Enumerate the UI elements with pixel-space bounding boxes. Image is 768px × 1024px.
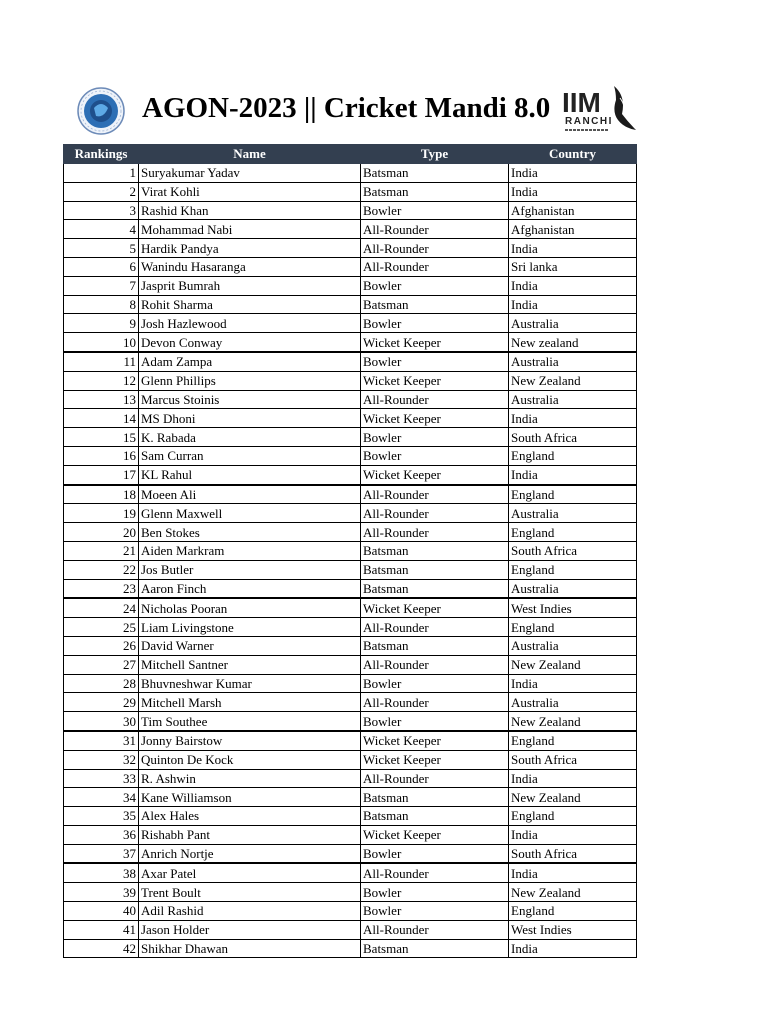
rank-cell: 4 [64, 220, 139, 239]
country-cell: England [509, 618, 637, 637]
country-cell: New Zealand [509, 371, 637, 390]
name-cell: Mitchell Marsh [139, 693, 361, 712]
type-cell: Batsman [361, 560, 509, 579]
country-cell: New Zealand [509, 788, 637, 807]
type-cell: Batsman [361, 579, 509, 598]
type-cell: Bowler [361, 352, 509, 371]
country-cell: South Africa [509, 428, 637, 447]
rank-cell: 17 [64, 465, 139, 484]
type-cell: Wicket Keeper [361, 371, 509, 390]
table-row [64, 618, 637, 637]
rank-cell: 32 [64, 750, 139, 769]
table-row [64, 636, 637, 655]
rank-cell: 22 [64, 560, 139, 579]
name-cell: Rishabh Pant [139, 825, 361, 844]
rank-cell: 24 [64, 598, 139, 617]
country-cell: West Indies [509, 920, 637, 939]
rank-cell: 15 [64, 428, 139, 447]
table-row [64, 939, 637, 958]
name-cell: Nicholas Pooran [139, 598, 361, 617]
rank-cell: 35 [64, 807, 139, 826]
country-cell: Australia [509, 636, 637, 655]
name-cell: Jos Butler [139, 560, 361, 579]
type-cell: Bowler [361, 314, 509, 333]
country-cell: India [509, 276, 637, 295]
table-row [64, 239, 637, 258]
type-cell: Wicket Keeper [361, 598, 509, 617]
table-row [64, 598, 637, 617]
table-row [64, 390, 637, 409]
name-cell: Glenn Phillips [139, 371, 361, 390]
name-cell: Quinton De Kock [139, 750, 361, 769]
name-cell: Josh Hazlewood [139, 314, 361, 333]
header-name: Name [139, 145, 361, 164]
country-cell: Australia [509, 579, 637, 598]
country-cell: Australia [509, 390, 637, 409]
rank-cell: 21 [64, 541, 139, 560]
rank-cell: 31 [64, 731, 139, 750]
rank-cell: 42 [64, 939, 139, 958]
type-cell: Bowler [361, 674, 509, 693]
type-cell: Bowler [361, 883, 509, 902]
table-row [64, 314, 637, 333]
name-cell: R. Ashwin [139, 769, 361, 788]
country-cell: New zealand [509, 333, 637, 352]
type-cell: All-Rounder [361, 618, 509, 637]
rank-cell: 33 [64, 769, 139, 788]
table-row [64, 220, 637, 239]
type-cell: All-Rounder [361, 504, 509, 523]
type-cell: Batsman [361, 807, 509, 826]
rank-cell: 37 [64, 844, 139, 863]
rank-cell: 27 [64, 655, 139, 674]
page-title: AGON-2023 || Cricket Mandi 8.0 [142, 92, 551, 124]
table-row [64, 693, 637, 712]
country-cell: India [509, 825, 637, 844]
header-type: Type [361, 145, 509, 164]
type-cell: Batsman [361, 939, 509, 958]
table-row [64, 750, 637, 769]
rank-cell: 40 [64, 902, 139, 921]
table-row [64, 579, 637, 598]
table-row [64, 504, 637, 523]
name-cell: Marcus Stoinis [139, 390, 361, 409]
name-cell: Kane Williamson [139, 788, 361, 807]
rank-cell: 7 [64, 276, 139, 295]
name-cell: Jasprit Bumrah [139, 276, 361, 295]
country-cell: Australia [509, 693, 637, 712]
type-cell: Batsman [361, 636, 509, 655]
type-cell: All-Rounder [361, 523, 509, 542]
rank-cell: 19 [64, 504, 139, 523]
name-cell: Suryakumar Yadav [139, 164, 361, 183]
type-cell: Wicket Keeper [361, 825, 509, 844]
rank-cell: 6 [64, 257, 139, 276]
table-row [64, 295, 637, 314]
country-cell: India [509, 182, 637, 201]
rank-cell: 10 [64, 333, 139, 352]
table-row [64, 257, 637, 276]
table-row [64, 788, 637, 807]
name-cell: Hardik Pandya [139, 239, 361, 258]
type-cell: Batsman [361, 541, 509, 560]
name-cell: Aiden Markram [139, 541, 361, 560]
type-cell: All-Rounder [361, 257, 509, 276]
name-cell: Trent Boult [139, 883, 361, 902]
name-cell: Rashid Khan [139, 201, 361, 220]
name-cell: Mitchell Santner [139, 655, 361, 674]
rank-cell: 18 [64, 485, 139, 504]
table-row [64, 769, 637, 788]
name-cell: K. Rabada [139, 428, 361, 447]
country-cell: India [509, 239, 637, 258]
type-cell: Bowler [361, 712, 509, 731]
country-cell: India [509, 939, 637, 958]
type-cell: All-Rounder [361, 239, 509, 258]
name-cell: Shikhar Dhawan [139, 939, 361, 958]
type-cell: All-Rounder [361, 220, 509, 239]
rank-cell: 5 [64, 239, 139, 258]
country-cell: Australia [509, 504, 637, 523]
type-cell: Batsman [361, 164, 509, 183]
table-row [64, 655, 637, 674]
table-row [64, 731, 637, 750]
table-row [64, 825, 637, 844]
country-cell: Afghanistan [509, 220, 637, 239]
type-cell: Batsman [361, 788, 509, 807]
rank-cell: 9 [64, 314, 139, 333]
name-cell: Axar Patel [139, 863, 361, 882]
rank-cell: 41 [64, 920, 139, 939]
type-cell: All-Rounder [361, 655, 509, 674]
rank-cell: 28 [64, 674, 139, 693]
name-cell: Moeen Ali [139, 485, 361, 504]
rank-cell: 14 [64, 409, 139, 428]
country-cell: England [509, 731, 637, 750]
table-row [64, 863, 637, 882]
rank-cell: 39 [64, 883, 139, 902]
type-cell: Bowler [361, 446, 509, 465]
name-cell: Jonny Bairstow [139, 731, 361, 750]
table-row [64, 674, 637, 693]
type-cell: All-Rounder [361, 920, 509, 939]
name-cell: Sam Curran [139, 446, 361, 465]
rank-cell: 1 [64, 164, 139, 183]
type-cell: Wicket Keeper [361, 333, 509, 352]
country-cell: India [509, 295, 637, 314]
country-cell: New Zealand [509, 655, 637, 674]
rank-cell: 2 [64, 182, 139, 201]
table-row [64, 523, 637, 542]
type-cell: All-Rounder [361, 863, 509, 882]
country-cell: Afghanistan [509, 201, 637, 220]
name-cell: Jason Holder [139, 920, 361, 939]
rank-cell: 3 [64, 201, 139, 220]
iim-logo-text: IIM [562, 87, 601, 118]
country-cell: New Zealand [509, 883, 637, 902]
rankings-table [63, 144, 637, 958]
country-cell: West Indies [509, 598, 637, 617]
name-cell: MS Dhoni [139, 409, 361, 428]
country-cell: England [509, 560, 637, 579]
country-cell: England [509, 807, 637, 826]
country-cell: India [509, 409, 637, 428]
name-cell: Rohit Sharma [139, 295, 361, 314]
name-cell: Virat Kohli [139, 182, 361, 201]
rank-cell: 23 [64, 579, 139, 598]
iim-ranchi-logo [560, 82, 642, 138]
country-cell: South Africa [509, 750, 637, 769]
type-cell: Bowler [361, 902, 509, 921]
country-cell: South Africa [509, 541, 637, 560]
name-cell: Aaron Finch [139, 579, 361, 598]
type-cell: Batsman [361, 182, 509, 201]
name-cell: KL Rahul [139, 465, 361, 484]
rank-cell: 11 [64, 352, 139, 371]
table-row [64, 844, 637, 863]
rank-cell: 20 [64, 523, 139, 542]
type-cell: Wicket Keeper [361, 750, 509, 769]
table-row [64, 712, 637, 731]
name-cell: Bhuvneshwar Kumar [139, 674, 361, 693]
table-row [64, 201, 637, 220]
rank-cell: 30 [64, 712, 139, 731]
table-row [64, 560, 637, 579]
type-cell: Wicket Keeper [361, 731, 509, 750]
country-cell: India [509, 674, 637, 693]
rank-cell: 13 [64, 390, 139, 409]
table-row [64, 541, 637, 560]
country-cell: India [509, 769, 637, 788]
country-cell: Australia [509, 352, 637, 371]
rank-cell: 8 [64, 295, 139, 314]
name-cell: Adam Zampa [139, 352, 361, 371]
table-row [64, 333, 637, 352]
country-cell: India [509, 465, 637, 484]
agon-logo [76, 86, 126, 136]
table-row [64, 182, 637, 201]
name-cell: Anrich Nortje [139, 844, 361, 863]
type-cell: Bowler [361, 201, 509, 220]
type-cell: Wicket Keeper [361, 465, 509, 484]
type-cell: Bowler [361, 844, 509, 863]
rank-cell: 29 [64, 693, 139, 712]
table-row [64, 883, 637, 902]
name-cell: Liam Livingstone [139, 618, 361, 637]
header-country: Country [509, 145, 637, 164]
table-row [64, 485, 637, 504]
type-cell: Bowler [361, 428, 509, 447]
country-cell: Australia [509, 314, 637, 333]
country-cell: India [509, 863, 637, 882]
table-row [64, 276, 637, 295]
rank-cell: 12 [64, 371, 139, 390]
country-cell: New Zealand [509, 712, 637, 731]
header-rankings: Rankings [64, 145, 139, 164]
type-cell: Batsman [361, 295, 509, 314]
table-row [64, 428, 637, 447]
name-cell: Ben Stokes [139, 523, 361, 542]
country-cell: Sri lanka [509, 257, 637, 276]
rank-cell: 38 [64, 863, 139, 882]
country-cell: England [509, 902, 637, 921]
type-cell: All-Rounder [361, 485, 509, 504]
table-row [64, 409, 637, 428]
table-row [64, 371, 637, 390]
name-cell: Wanindu Hasaranga [139, 257, 361, 276]
country-cell: England [509, 523, 637, 542]
rank-cell: 36 [64, 825, 139, 844]
country-cell: England [509, 485, 637, 504]
name-cell: David Warner [139, 636, 361, 655]
name-cell: Devon Conway [139, 333, 361, 352]
table-row [64, 465, 637, 484]
table-row [64, 164, 637, 183]
rank-cell: 34 [64, 788, 139, 807]
rank-cell: 16 [64, 446, 139, 465]
name-cell: Tim Southee [139, 712, 361, 731]
type-cell: All-Rounder [361, 390, 509, 409]
name-cell: Glenn Maxwell [139, 504, 361, 523]
rank-cell: 25 [64, 618, 139, 637]
ranchi-logo-text: RANCHI [565, 116, 613, 127]
name-cell: Adil Rashid [139, 902, 361, 921]
type-cell: All-Rounder [361, 693, 509, 712]
type-cell: Wicket Keeper [361, 409, 509, 428]
table-row [64, 807, 637, 826]
type-cell: All-Rounder [361, 769, 509, 788]
country-cell: England [509, 446, 637, 465]
table-row [64, 352, 637, 371]
table-row [64, 446, 637, 465]
table-header-row [64, 145, 637, 164]
type-cell: Bowler [361, 276, 509, 295]
rank-cell: 26 [64, 636, 139, 655]
table-row [64, 902, 637, 921]
name-cell: Alex Hales [139, 807, 361, 826]
name-cell: Mohammad Nabi [139, 220, 361, 239]
country-cell: South Africa [509, 844, 637, 863]
table-row [64, 920, 637, 939]
country-cell: India [509, 164, 637, 183]
